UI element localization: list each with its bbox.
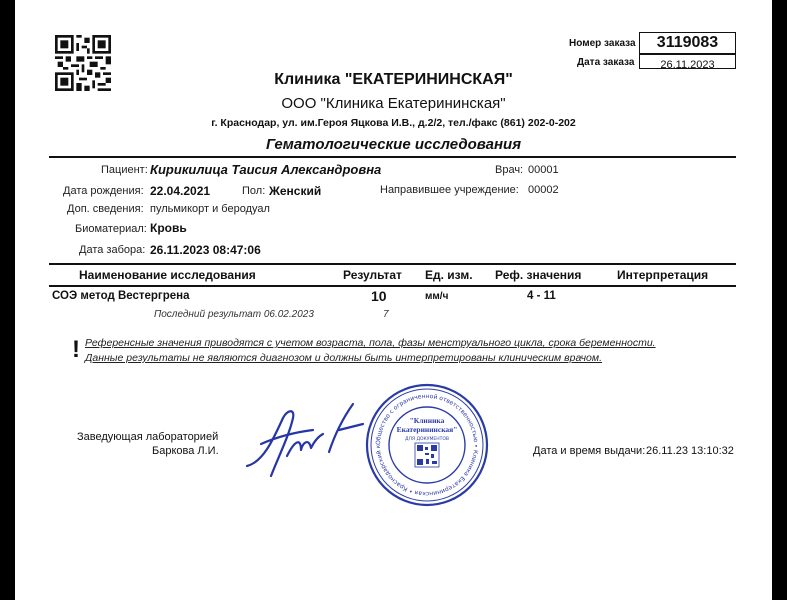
patient-label: Пациент: — [101, 164, 148, 176]
last-result-label: Последний результат 06.02.2023 — [154, 309, 314, 320]
patient-name: Кирикилица Таисия Александровна — [150, 162, 382, 177]
last-result-value: 7 — [383, 309, 389, 320]
extra-info-value: пульмикорт и беродуал — [150, 203, 270, 215]
sex-value: Женский — [269, 184, 322, 198]
collection-value: 26.11.2023 08:47:06 — [150, 243, 261, 257]
referral-label: Направившее учреждение: — [380, 184, 519, 196]
dob-label: Дата рождения: — [63, 185, 144, 197]
reference-note: Референсные значения приводятся с учетом возраста, пола, фазы менструального цикла, срока беременности. — [85, 337, 656, 349]
stamp-center-line-1: "Клиника — [409, 416, 445, 425]
issue-datetime-label: Дата и время выдачи: — [533, 445, 646, 457]
column-header-result: Результат — [343, 268, 402, 282]
stamp-ring-text: Общество с ограниченной ответственностью • Клиника Екатерининская • Краснодарский к — [374, 392, 480, 498]
company-name: ООО "Клиника Екатерининская" — [281, 95, 506, 112]
test-unit: мм/ч — [425, 291, 449, 302]
order-number-box — [639, 32, 736, 54]
title-divider — [49, 156, 736, 158]
column-header-unit: Ед. изм. — [425, 268, 473, 282]
test-name: СОЭ метод Вестергрена — [52, 290, 190, 302]
report-title: Гематологические исследования — [265, 136, 522, 153]
diagnosis-note: Данные результаты не являются диагнозом и должны быть интерпретированы клиническим врачом. — [85, 352, 603, 364]
biomaterial-value: Кровь — [150, 221, 187, 235]
order-date-label: Дата заказа — [577, 57, 635, 68]
warning-mark: ! — [72, 336, 80, 363]
order-date: 26.11.2023 — [660, 59, 715, 71]
document-page — [15, 0, 772, 600]
lab-head-name: Баркова Л.И. — [152, 445, 219, 457]
sex-label: Пол: — [242, 185, 266, 197]
clinic-address: г. Краснодар, ул. им.Героя Яцкова И.В., д.2/2, тел./факс (861) 202-0-202 — [211, 117, 576, 129]
extra-info-label: Доп. сведения: — [67, 203, 144, 215]
biomaterial-label: Биоматериал: — [75, 223, 147, 235]
issue-datetime-value: 26.11.23 13:10:32 — [646, 445, 734, 457]
clinic-name: Клиника "ЕКАТЕРИНИНСКАЯ" — [274, 71, 513, 88]
doctor-label: Врач: — [495, 164, 524, 176]
lab-head-title: Заведующая лабораторией — [77, 431, 219, 443]
column-header-interpretation: Интерпретация — [617, 268, 709, 282]
doctor-value: 00001 — [528, 164, 559, 176]
table-header-rule — [49, 285, 736, 287]
clinic-stamp-image — [365, 383, 489, 507]
test-reference: 4 - 11 — [527, 290, 556, 302]
table-top-rule — [49, 263, 736, 265]
order-number: 3119083 — [656, 34, 719, 51]
test-result: 10 — [371, 288, 387, 304]
order-date-box — [639, 54, 736, 69]
column-header-test: Наименование исследования — [79, 268, 256, 282]
stamp-center-line-3: ДЛЯ ДОКУМЕНТОВ — [405, 437, 449, 442]
stamp-center-line-2: Екатерининская" — [396, 425, 458, 434]
order-number-label: Номер заказа — [569, 38, 636, 49]
column-header-reference: Реф. значения — [495, 268, 582, 282]
signature-image — [243, 400, 365, 480]
collection-label: Дата забора: — [79, 244, 146, 256]
dob-value: 22.04.2021 — [150, 184, 211, 198]
referral-value: 00002 — [528, 184, 559, 196]
